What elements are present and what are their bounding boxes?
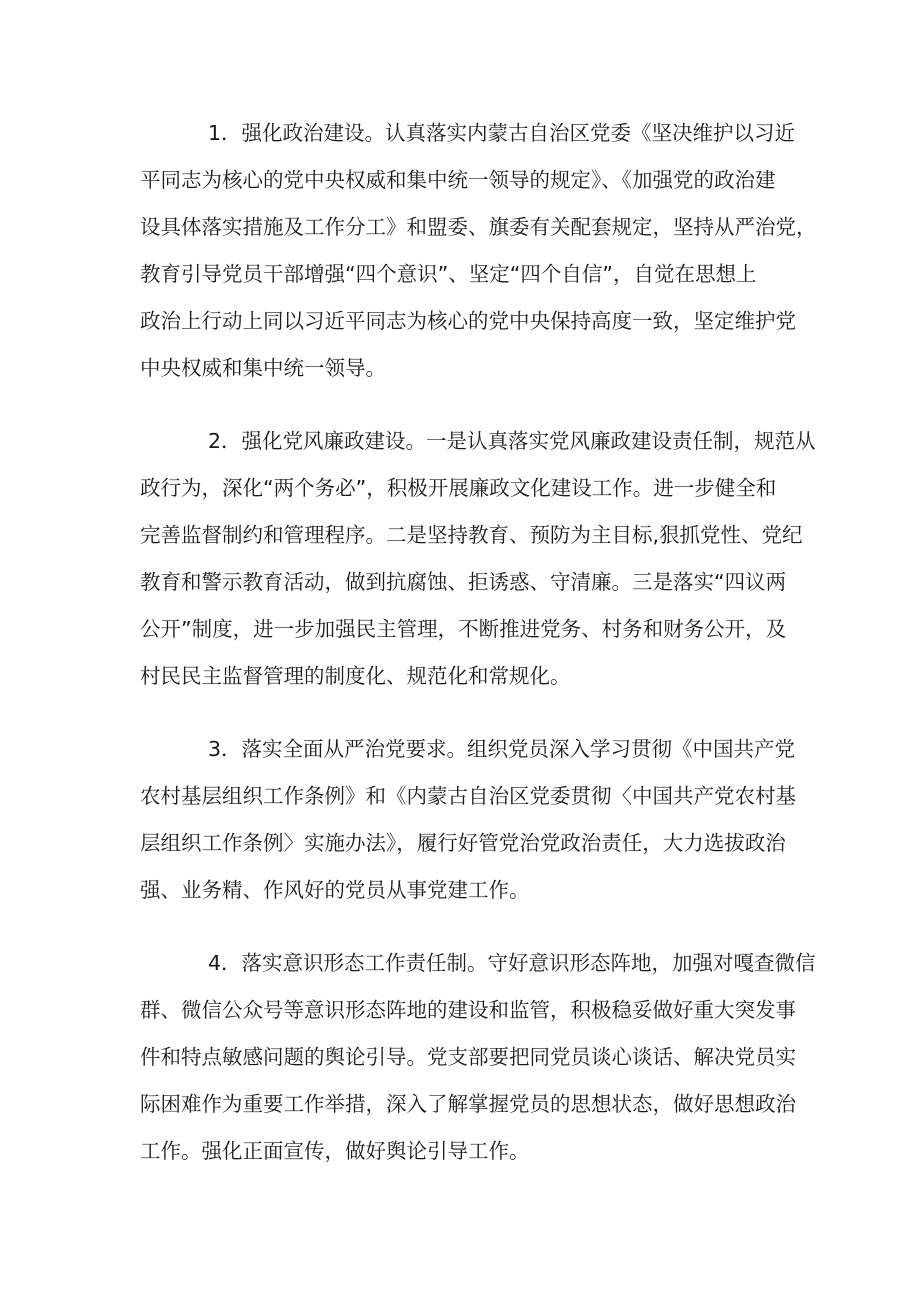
paragraph-3-line-4: 强、业务精、作风好的党员从事党建工作。 xyxy=(140,878,530,902)
paragraph-3-line-1: 3．落实全面从严治党要求。组织党员深入学习贯彻《中国共产党 xyxy=(208,737,796,761)
paragraph-4-line-4: 际困难作为重要工作举措，深入了解掌握党员的思想状态，做好思想政治 xyxy=(140,1092,796,1116)
paragraph-1-line-4: 教育引导党员干部增强“四个意识”、坚定“四个自信”，自觉在思想上 xyxy=(140,262,757,286)
paragraph-1-line-6: 中央权威和集中统一领导。 xyxy=(140,356,386,380)
paragraph-2-line-3: 完善监督制约和管理程序。二是坚持教育、预防为主目标,狠抓党性、党纪 xyxy=(140,523,803,547)
paragraph-1-line-3: 设具体落实措施及工作分工》和盟委、旗委有关配套规定，坚持从严治党， xyxy=(140,215,817,239)
paragraph-2-line-2: 政行为，深化“两个务必”，积极开展廉政文化建设工作。进一步健全和 xyxy=(140,476,777,500)
paragraph-3-line-3: 层组织工作条例〉实施办法》，履行好管党治党政治责任，大力选拔政治 xyxy=(140,831,786,855)
paragraph-2-line-4: 教育和警示教育活动，做到抗腐蚀、拒诱惑、守清廉。三是落实“四议两 xyxy=(140,570,787,594)
paragraph-1-line-1: 1．强化政治建设。认真落实内蒙古自治区党委《坚决维护以习近 xyxy=(208,121,796,145)
paragraph-3-line-2: 农村基层组织工作条例》和《内蒙古自治区党委贯彻〈中国共产党农村基 xyxy=(140,784,796,808)
paragraph-4-line-5: 工作。强化正面宣传，做好舆论引导工作。 xyxy=(140,1139,530,1163)
paragraph-2-line-6: 村民民主监督管理的制度化、规范化和常规化。 xyxy=(140,664,571,688)
paragraph-4-line-1: 4．落实意识形态工作责任制。守好意识形态阵地，加强对嘎查微信 xyxy=(208,951,816,975)
paragraph-2-line-1: 2．强化党风廉政建设。一是认真落实党风廉政建设责任制，规范从 xyxy=(208,429,816,453)
paragraph-4-line-2: 群、微信公众号等意识形态阵地的建设和监管，积极稳妥做好重大突发事 xyxy=(140,998,796,1022)
paragraph-1-line-2: 平同志为核心的党中央权威和集中统一领导的规定》、《加强党的政治建 xyxy=(140,168,776,192)
paragraph-2-line-5: 公开”制度，进一步加强民主管理，不断推进党务、村务和财务公开，及 xyxy=(140,617,787,641)
paragraph-1-line-5: 政治上行动上同以习近平同志为核心的党中央保持高度一致，坚定维护党 xyxy=(140,309,796,333)
paragraph-4-line-3: 件和特点敏感问题的舆论引导。党支部要把同党员谈心谈话、解决党员实 xyxy=(140,1045,796,1069)
